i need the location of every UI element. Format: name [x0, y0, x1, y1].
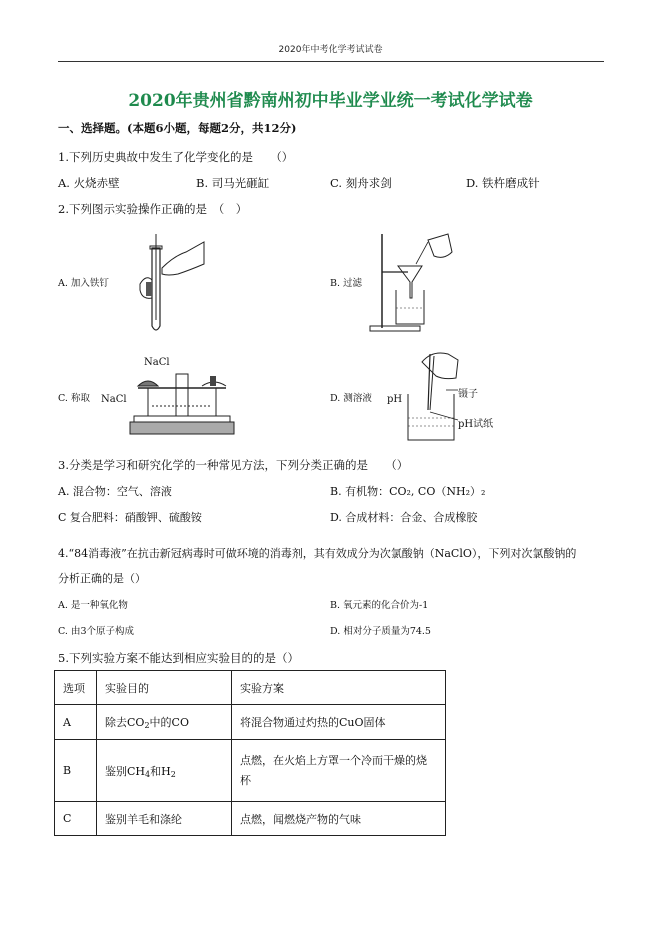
- fig-label-tweezers: 镊子: [458, 389, 478, 400]
- section1-label: 一、选择题。(本题6小题，每题2分，共12分): [58, 121, 297, 135]
- table-header-option: 选项: [55, 671, 97, 705]
- figure-filtration: [368, 228, 460, 334]
- row-a-purpose: 除去$CO_2$中的CO: [97, 705, 232, 740]
- exam-title: 2020年贵州省黔南州初中毕业学业统一考试化学试卷: [128, 91, 533, 111]
- q1-option-d[interactable]: D. 铁杵磨成针: [466, 176, 540, 190]
- q3-option-a[interactable]: A. 混合物：空气、溶液: [58, 485, 172, 498]
- row-a-option: A: [55, 705, 97, 740]
- table-row: [55, 802, 446, 836]
- row-b-option: B: [55, 740, 97, 802]
- q4-option-b[interactable]: B. 氧元素的化合价为-1: [330, 600, 429, 611]
- table-row: [55, 705, 446, 740]
- table-row: [55, 740, 446, 802]
- row-a-plan: 将混合物通过灼热的CuO固体: [232, 705, 446, 740]
- q3-option-b[interactable]: B. 有机物：CO₂, CO（NH₂）₂: [330, 485, 486, 498]
- q1-option-a[interactable]: A. 火烧赤壁: [58, 176, 120, 190]
- figure-ph-test: [404, 350, 460, 444]
- q2-stem: 2.下列图示实验操作正确的是 （ ）: [58, 202, 248, 216]
- table-header-row: [55, 671, 446, 705]
- q4-option-d[interactable]: D. 相对分子质量为74.5: [330, 626, 431, 637]
- q1-option-b[interactable]: B. 司马光砸缸: [196, 176, 270, 190]
- row-b-purpose: 鉴别$CH_4$和$H_2$: [97, 740, 232, 802]
- q1-stem: 1.下列历史典故中发生了化学变化的是 （）: [58, 150, 294, 164]
- fig-label-nacl-left: NaCl: [101, 394, 127, 405]
- q2-option-b[interactable]: B. 过滤: [330, 278, 363, 289]
- q4-stem-line1: 4.“84消毒液”在抗击新冠病毒时可做环境的消毒剂，其有效成分为次氯酸钠（NaClO），下列对次氯酸钠的: [58, 547, 577, 560]
- header-divider: [58, 61, 604, 62]
- q2-option-c[interactable]: C. 称取: [58, 393, 90, 404]
- q4-option-a[interactable]: A. 是一种氧化物: [58, 600, 128, 611]
- table-header-plan: 实验方案: [232, 671, 446, 705]
- figure-add-iron-nail: [118, 228, 208, 338]
- q3-stem: 3.分类是学习和研究化学的一种常见方法，下列分类正确的是 （）: [58, 458, 409, 472]
- q5-table: [54, 670, 446, 836]
- q4-option-c[interactable]: C. 由3个原子构成: [58, 626, 135, 637]
- q5-stem: 5.下列实验方案不能达到相应实验目的的是（）: [58, 651, 299, 665]
- row-c-purpose: 鉴别羊毛和涤纶: [97, 802, 232, 836]
- row-c-option: C: [55, 802, 97, 836]
- row-c-plan: 点燃，闻燃烧产物的气味: [232, 802, 446, 836]
- q2-option-a[interactable]: A. 加入铁钉: [58, 278, 109, 289]
- fig-label-ph-paper: pH试纸: [458, 419, 494, 430]
- q1-option-c[interactable]: C. 刻舟求剑: [330, 176, 392, 190]
- q3-option-d[interactable]: D. 合成材料：合金、合成橡胶: [330, 511, 478, 524]
- q2-option-d[interactable]: D. 测溶液: [330, 393, 372, 404]
- figure-balance: [128, 364, 238, 440]
- fig-label-ph: pH: [387, 394, 403, 405]
- table-header-purpose: 实验目的: [97, 671, 232, 705]
- q4-stem-line2: 分析正确的是（）: [58, 572, 146, 585]
- row-b-plan: 点燃，在火焰上方罩一个冷而干燥的烧 杯: [232, 740, 446, 802]
- fig-label-nacl-top: NaCl: [144, 357, 170, 368]
- page-header: 2020年中考化学考试试卷: [278, 45, 383, 55]
- q3-option-c[interactable]: C 复合肥料：硝酸钾、硫酸铵: [58, 511, 202, 524]
